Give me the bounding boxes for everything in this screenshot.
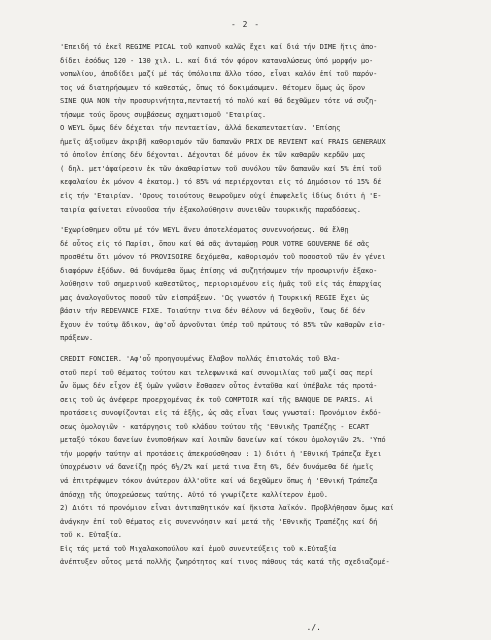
- text-line: σεις τοῦ ὡς ἀνέφερε προερχομένας ἐκ τοῦ COMPTOIR καί τῆς BANQUE DE PARIS. Αἱ: [60, 394, 374, 404]
- text-line: Ο WEYL ὅμως δέν δέχεται τήν πενταετίαν, ἀλλά δεκαπενταετίαν. 'Επίσης: [60, 123, 341, 133]
- text-line: CREDIT FONCIER. 'Αφ'οὗ προηγουμένως ἔλαβον πολλάς ἐπιστολάς τοῦ Βλα-: [60, 354, 341, 364]
- text-line: τήν μορφήν ταύτην αἱ προτάσεις ἀπεκρούσθησαν : 1) διότι ἡ 'Εθνική Τράπεζα ἔχει: [60, 448, 382, 458]
- text-line: μεταξύ τόκου δανείων ἐνυποθήκων καί λοιπῶν δανείων καί τόκου ὁμολογιῶν 2%. 'Υπό: [60, 435, 386, 445]
- text-line: προσθέτω ὅτι μόνον τό PROVISOIRE δεχόμεθα, καθορισμόν τοῦ ποσοστοῦ τῶν ἐν γένει: [60, 252, 386, 262]
- text-line: 2) Διότι τό προνόμιον εἶναι ἀντιπαθητικόν καί ἥκιστα λαϊκόν. Προβλήθησαν ὅμως καί: [60, 503, 394, 513]
- text-line: δίδει ἐσόδως 120 - 130 χιλ. L. καί διά τόν φόρον καταναλώσεως ὑπό μορφήν μο-: [60, 55, 374, 65]
- text-line: νοπωλίου, ἀποδίδει μαζί μέ τάς ὑπόλοιπα ἄλλο τόσο, εἶναι καλόν ἐπί τοῦ παρόν-: [60, 69, 378, 79]
- text-line: ( δηλ. μετ'ἀφαίρεσιν ἐκ τῶν ἀκαθαρίστων τοῦ συνόλου τῶν δαπανῶν καί 5% ἐπί τοῦ: [60, 163, 382, 173]
- text-line: διαφόρων ἐξόδων. Θά δυνάμεθα ὅμως ἐπίσης νά συζητήσωμεν τήν προσωρινήν ἐξακο-: [60, 265, 378, 275]
- text-line: προτάσεις συνοψίζονται εἰς τά ἑξῆς, ὡς σᾶς εἶναι ἴσως γνωσταί: Προνόμιον ἐκδό-: [60, 408, 382, 418]
- paragraph-gap: [60, 345, 472, 352]
- text-line: ταιρία φαίνεται εὐνοοῦσα τήν ἐξακολούθησιν συνειθῶν τουρκικῆς παραδόσεως.: [60, 204, 361, 214]
- paragraph-gap: [60, 216, 472, 223]
- text-line: 'Εχωρίσθημεν οὕτω μέ τόν WEYL ἄνευ ἀποτελέσματος συνεννοήσεως. Θά ἔλθῃ: [60, 225, 349, 235]
- text-line: ὑποχρέωσιν νά δανείζῃ πρός 6½/2% καί μετά τινα ἔτη 6%, δέν δυνάμεθα δέ ἡμεῖς: [60, 462, 374, 472]
- text-line: ἀνέπτυξεν οὗτος μετά πολλῆς ζωηρότητος καί τινος πάθους τάς κατά τῆς σχεδιαζομέ-: [60, 557, 390, 567]
- text-line: ἀπόσχῃ τῆς ὑποχρεώσεως ταύτης. Αὐτό τό γνωρίζετε καλλίτερον ἐμοῦ.: [60, 489, 328, 499]
- text-line: δέ οὗτος εἰς τό Παρίσι, ὅπου καί θά σᾶς ἀνταμώσῃ POUR VOTRE GOUVERNE δέ σᾶς: [60, 238, 370, 248]
- text-line: Εἰς τάς μετά τοῦ Μιχαλακοπούλου καί ἐμοῦ συνεντεύξεις τοῦ κ.Εὐταξία: [60, 543, 337, 553]
- text-line: SINE QUA NON τὴν προσυρινήτητα,πενταετή τό πολύ καί θά δεχθῶμεν τότε νά συζη-: [60, 96, 378, 106]
- text-line: ἀνάγκην ἐπί τοῦ θέματος εἰς συνεννόησιν καί μετά τῆς 'Εθνικῆς Τραπέζης καί δή: [60, 516, 378, 526]
- text-line: εἰς τήν 'Εταιρίαν. 'Ορους τοιούτους θεωροῦμεν οὐχί ἐπωφελεῖς ἰδίως διότι ἡ 'Ε-: [60, 191, 382, 201]
- text-line: τος νά διατηρήσωμεν τό καθεστώς, ὅπως τό δοκιμάσωμεν. Θέτομεν ὅμως ὡς ὅρον: [60, 82, 365, 92]
- text-line: βάσιν τήν REDEVANCE FIXE. Τοιαύτην τινα δέν θέλουν νά δεχθοῦν, ἴσως δέ δέν: [60, 306, 365, 316]
- text-line: ὧν ὅμως δέν εἶχον ἐξ ὑμῶν γνῶσιν ἔσθασεν οὗτος ἐνταῦθα καί ὑπέβαλε τάς προτά-: [60, 381, 378, 391]
- page-number: - 2 -: [230, 20, 261, 29]
- text-line: νά ἐπιτρέψωμεν τόκον ἀνώτερον ἀλλ'οὔτε καί νά δεχθῶμεν ὅπως ἡ 'Εθνική Τράπεζα: [60, 475, 378, 485]
- text-line: τό ὁποῖον ἐπίσης δέν δέχονται. Δέχονται δέ μόνον ἐκ τῶν καθαρῶν κερδῶν μας: [60, 150, 365, 160]
- text-line: κεφαλαίου ἐκ μόνον 4 ἑκατομ.) τό 85% νά περιέρχονται εἰς τό Δημόσιον τό 15% δέ: [60, 177, 382, 187]
- text-line: στοῦ περί τοῦ θέματος τούτου και τελεφωνικά καί συνομιλίας τοῦ μαζί σας περί: [60, 367, 374, 377]
- text-line: τήσωμε τούς ὅρους συμβάσεως σχηματισμοῦ 'Εταιρίας.: [60, 109, 267, 119]
- text-line: τοῦ κ. Εὐταξία.: [60, 530, 122, 540]
- text-line: μας ἀναλογοῦντος ποσοῦ τῶν εἰσπράξεων. 'Ως γνωστόν ἡ Τουρκική REGIE ἔχει ὡς: [60, 292, 370, 302]
- body-text: [60, 40, 472, 569]
- text-line: λούθησιν τοῦ σημερινοῦ καθεστῶτος, περιορισμένου εἰς ἡμᾶς τοῦ εἰς τάς ἐπαρχίας: [60, 279, 382, 289]
- text-line: ἡμεῖς ἀξιοῦμεν ἀκριβῆ καθορισμόν τῶν δαπανῶν PRIX DE REVIENT καί FRAIS GENERAUX: [60, 136, 386, 146]
- text-line: σεως ὁμολογιῶν - κατάργησις τοῦ κλάδου τούτου τῆς 'Εθνικῆς Τραπέζης - ECART: [60, 421, 370, 431]
- text-line: πράξεων.: [60, 333, 93, 343]
- text-line: ἔχουν ἐν τούτῳ ἄδικον, ἀφ'οὗ ἀρνοῦνται ὑπέρ τοῦ πρώτους τό 85% τῶν καθαρῶν εἰσ-: [60, 319, 386, 329]
- text-line: 'Επειδή τό ἐκεῖ REGIME PICAL τοῦ καπνοῦ καλῶς ἔχει καί διά τήν DIME ἥτις ἀπο-: [60, 42, 378, 51]
- continuation-mark: ./.: [306, 623, 321, 632]
